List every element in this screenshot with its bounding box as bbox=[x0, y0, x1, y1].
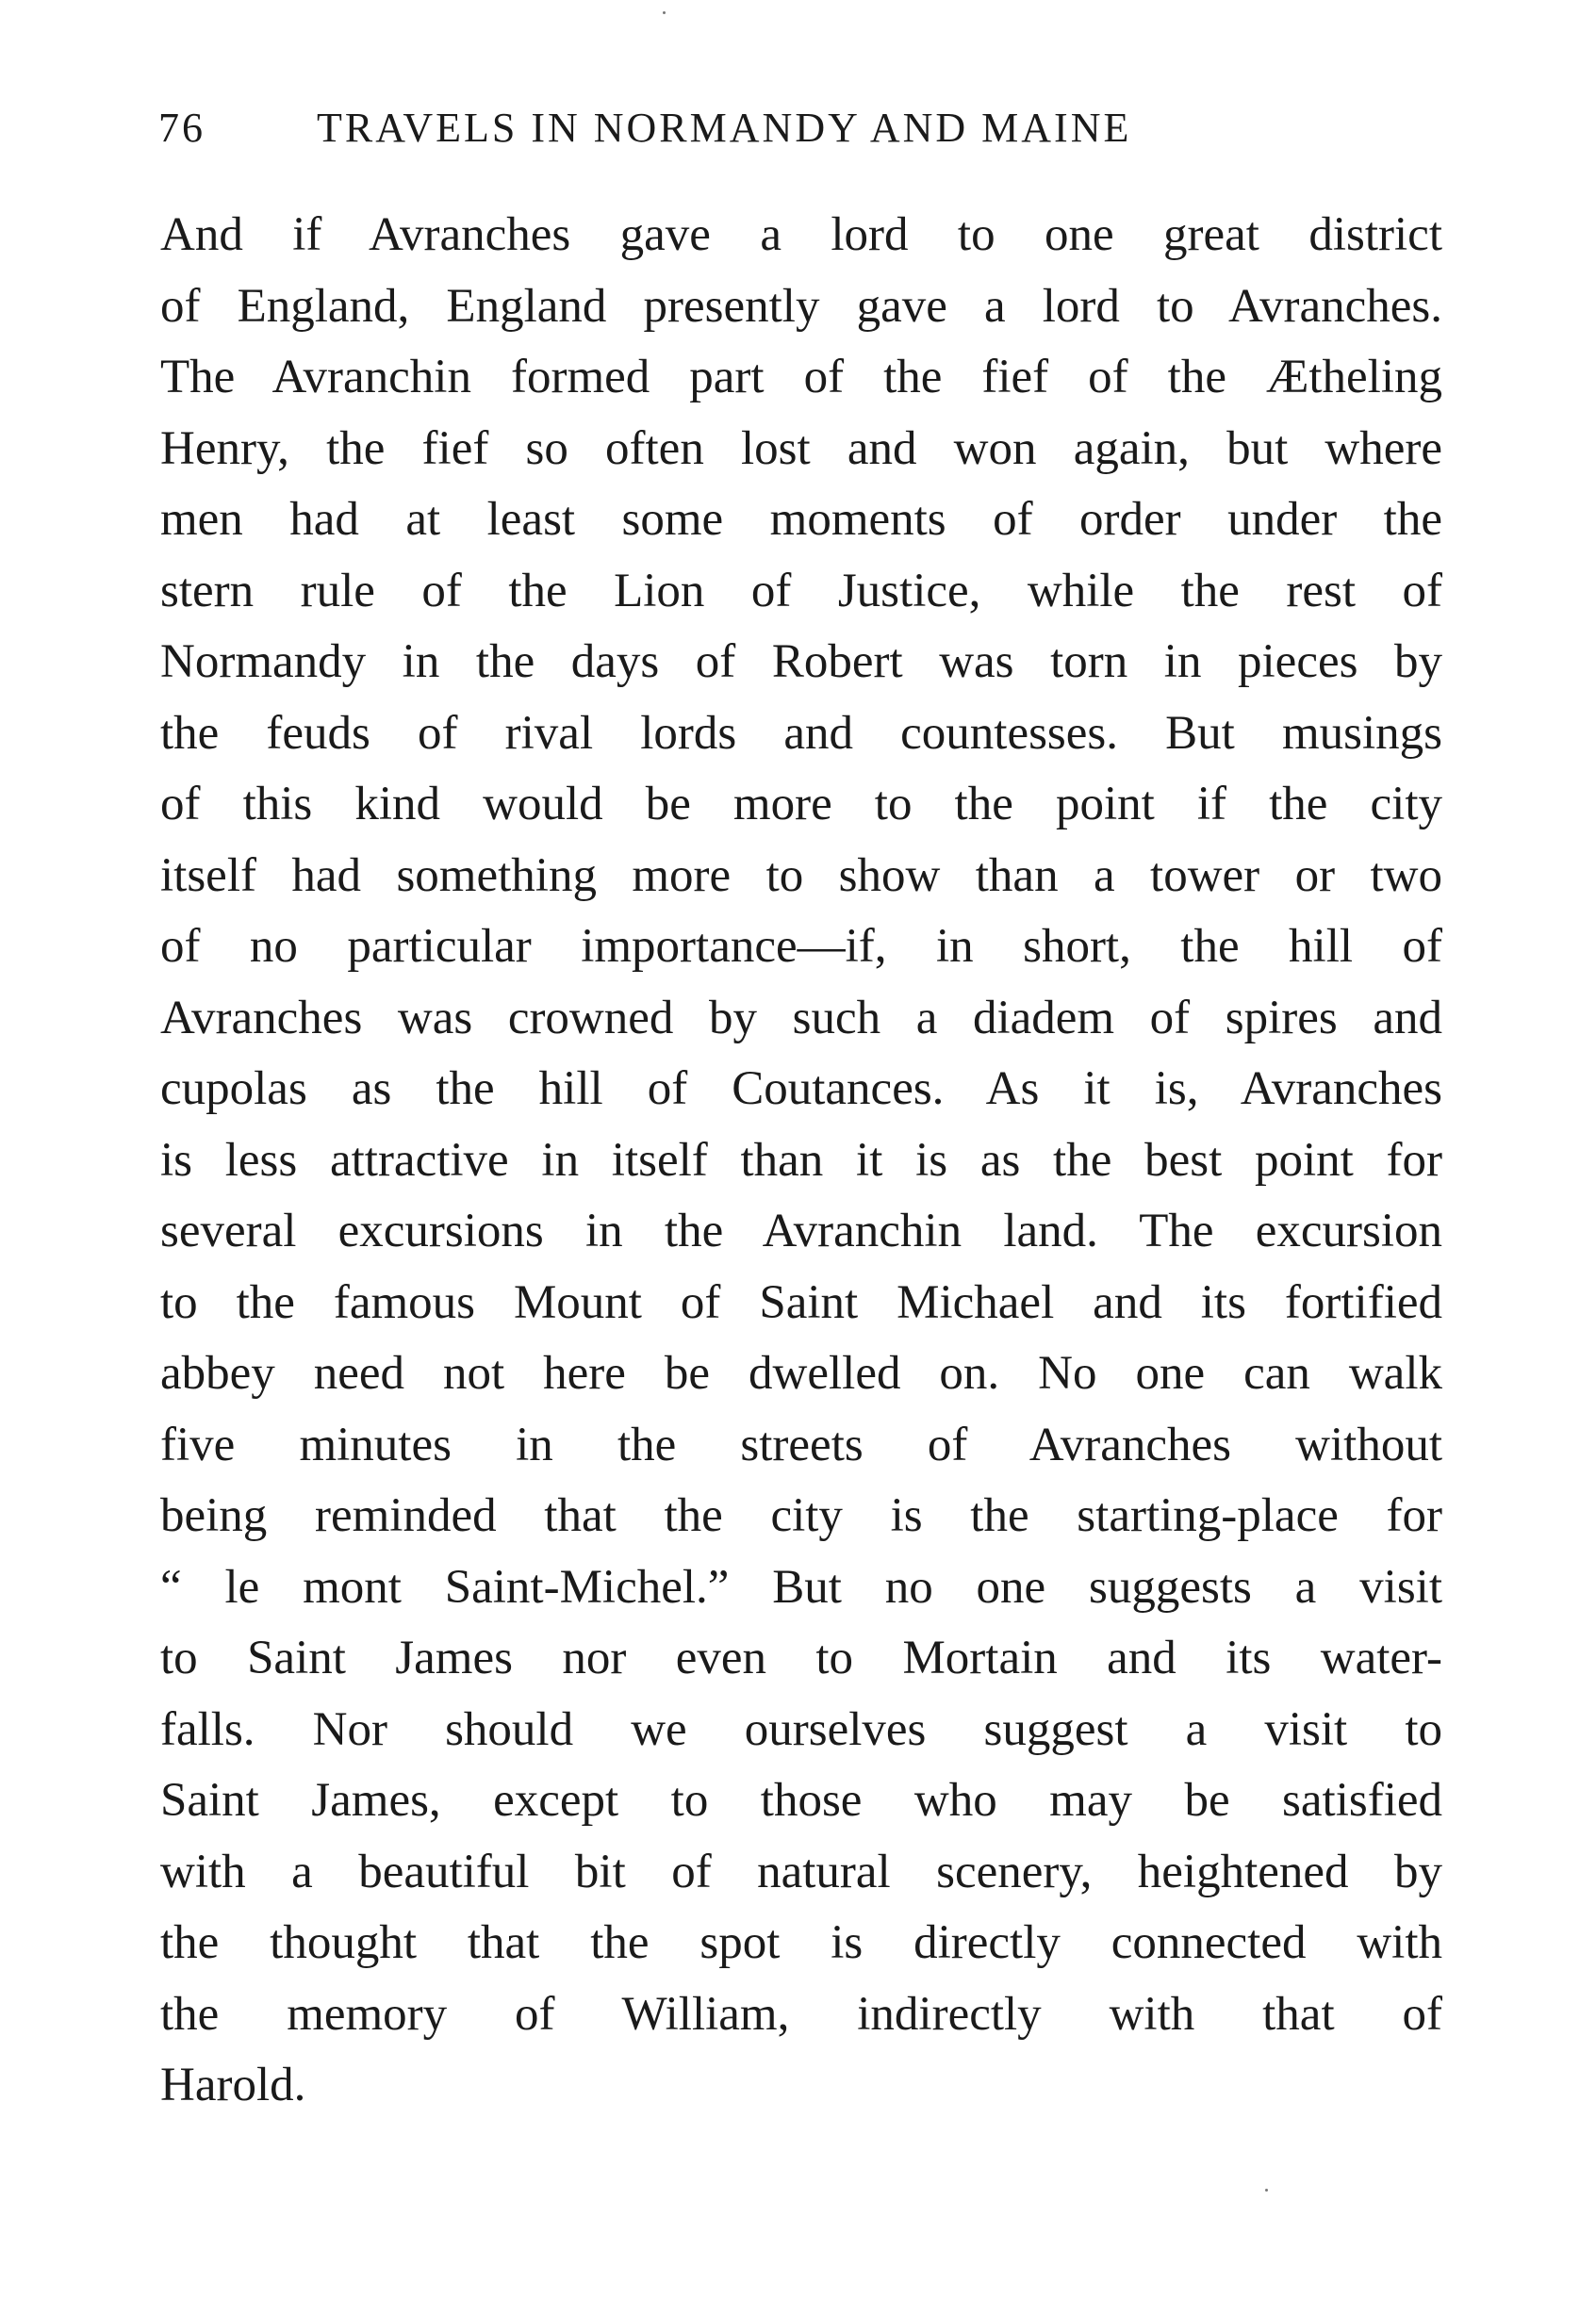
print-speck bbox=[663, 11, 666, 14]
text-line: Normandy in the days of Robert was torn in pieces by bbox=[160, 635, 1442, 688]
text-line: the memory of William, indirectly with that of bbox=[160, 1987, 1442, 2041]
text-line: to Saint James nor even to Mortain and its water- bbox=[160, 1632, 1442, 1684]
text-line: The Avranchin formed part of the fief of the Ætheling bbox=[160, 351, 1442, 403]
text-line: stern rule of the Lion of Justice, while the rest of bbox=[160, 564, 1442, 617]
text-line: five minutes in the streets of Avranches without bbox=[160, 1418, 1442, 1471]
text-line: of this kind would be more to the point if the city bbox=[160, 778, 1442, 830]
text-line: of England, England presently gave a lord to Avranches. bbox=[160, 279, 1442, 333]
text-line: itself had something more to show than a tower or two bbox=[160, 848, 1442, 902]
text-line: Avranches was crowned by such a diadem of spires and bbox=[160, 991, 1442, 1044]
text-line: of no particular importance—if, in short, the hill of bbox=[160, 920, 1442, 973]
text-line: Saint James, except to those who may be satisfied bbox=[160, 1774, 1442, 1827]
body-paragraph bbox=[160, 200, 1442, 2122]
text-line: “ le mont Saint-Michel.” But no one suggests a visit bbox=[160, 1560, 1442, 1614]
text-line: falls. Nor should we ourselves suggest a visit to bbox=[160, 1702, 1442, 1756]
text-line: with a beautiful bit of natural scenery, heightened by bbox=[160, 1845, 1442, 1898]
text-line: being reminded that the city is the starting-place for bbox=[160, 1489, 1442, 1542]
text-line: cupolas as the hill of Coutances. As it is, Avranches bbox=[160, 1062, 1442, 1115]
running-title: TRAVELS IN NORMANDY AND MAINE bbox=[317, 105, 1132, 151]
text-line: abbey need not here be dwelled on. No one can walk bbox=[160, 1347, 1442, 1400]
running-head bbox=[158, 104, 1280, 160]
text-line: Henry, the fief so often lost and won again, but where bbox=[160, 421, 1442, 475]
page-number: 76 bbox=[158, 105, 206, 151]
text-line: Harold. bbox=[160, 2059, 306, 2111]
text-line: several excursions in the Avranchin land. The excursion bbox=[160, 1205, 1442, 1257]
text-line: the feuds of rival lords and countesses. But musings bbox=[160, 706, 1442, 760]
text-line: men had at least some moments of order under the bbox=[160, 493, 1442, 546]
print-speck bbox=[1265, 2189, 1268, 2192]
text-line: is less attractive in itself than it is as the best point for bbox=[160, 1133, 1442, 1187]
text-line: the thought that the spot is directly connected with bbox=[160, 1916, 1442, 1969]
text-line: to the famous Mount of Saint Michael and its fortified bbox=[160, 1275, 1442, 1329]
text-line: And if Avranches gave a lord to one great district bbox=[160, 208, 1442, 261]
